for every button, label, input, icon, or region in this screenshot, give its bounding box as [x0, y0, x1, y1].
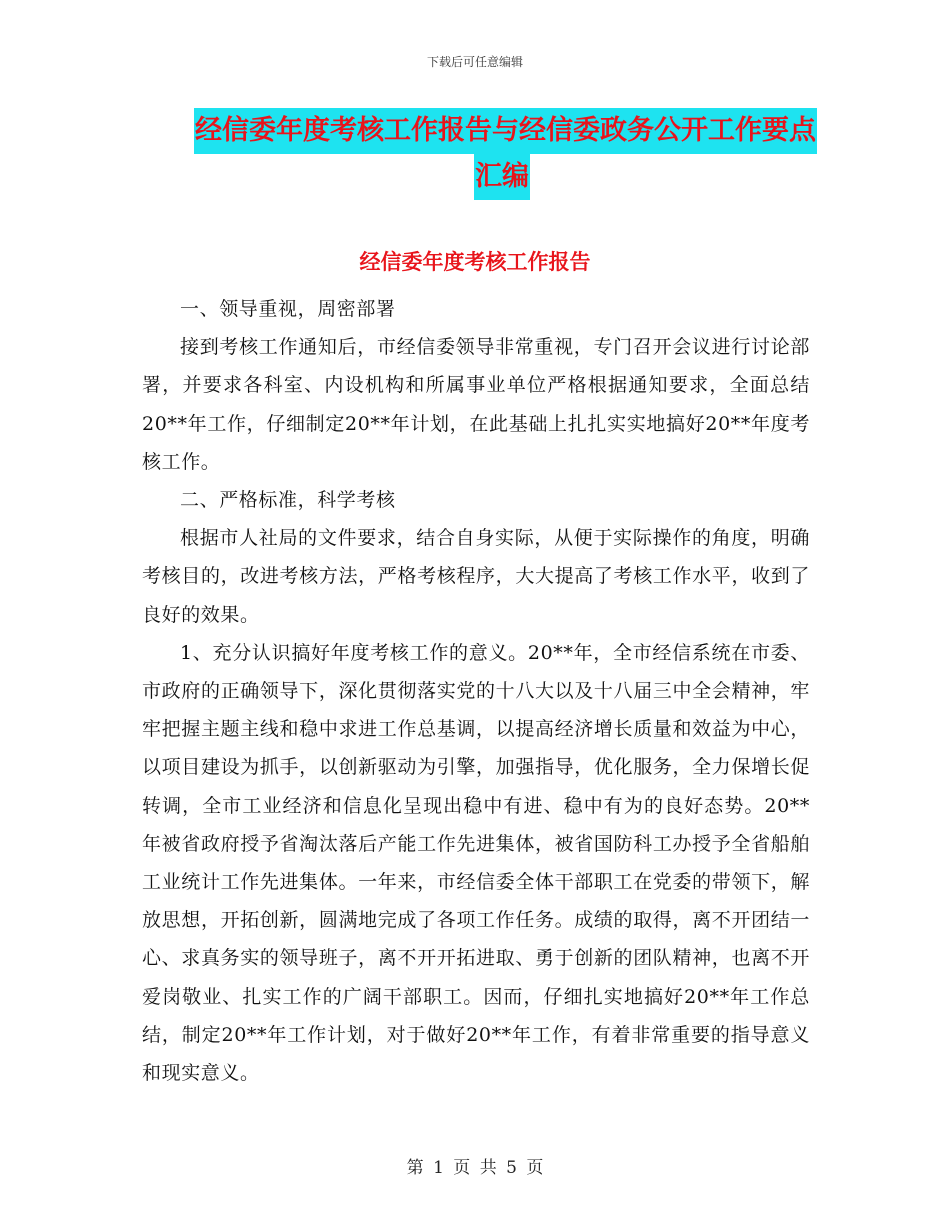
paragraph: 接到考核工作通知后，市经信委领导非常重视，专门召开会议进行讨论部署，并要求各科室、内设机构和所属事业单位严格根据通知要求，全面总结20**年工作，仔细制定20**年计划，在此基础上扎扎实实地搞好20**年度考核工作。 — [142, 336, 810, 473]
document-body — [142, 290, 810, 1092]
page-indicator: 第 1 页 共 5 页 — [406, 1158, 544, 1178]
heading-leadership: 一、领导重视，周密部署 — [180, 298, 396, 320]
heading-standards: 二、严格标准，科学考核 — [180, 489, 396, 512]
document-title-line-1: 经信委年度考核工作报告与经信委政务公开工作要点 — [194, 108, 817, 154]
header-note: 下载后可任意编辑 — [426, 55, 523, 69]
section-title: 经信委年度考核工作报告 — [359, 250, 591, 274]
document-title — [140, 108, 840, 200]
paragraph: 1、充分认识搞好年度考核工作的意义。20**年，全市经信系统在市委、市政府的正确领导下，深化贯彻落实党的十八大以及十八届三中全会精神，牢牢把握主题主线和稳中求进工作总基调，以提高经济增长质量和效益为中心，以项目建设为抓手，以创新驱动为引擎，加强指导，优化服务，全力保增长促转调，全市工业经济和信息化呈现出稳中有进、稳中有为的良好态势。20**年被省政府授予省淘汰落后产能工作先进集体，被省国防科工办授予全省船舶工业统计工作先进集体。一年来，市经信委全体干部职工在党委的带领下，解放思想，开拓创新，圆满地完成了各项工作任务。成绩的取得，离不开团结一心、求真务实的领导班子，离不开开拓进取、勇于创新的团队精神，也离不开爱岗敬业、扎实工作的广阔干部职工。因而，仔细扎实地搞好20**年工作总结，制定20**年工作计划，对于做好20**年工作，有着非常重要的指导意义和现实意义。 — [142, 641, 810, 1085]
document-title-line-2: 汇编 — [474, 154, 530, 200]
paragraph: 根据市人社局的文件要求，结合自身实际，从便于实际操作的角度，明确考核目的，改进考核方法，严格考核程序，大大提高了考核工作水平，收到了良好的效果。 — [142, 527, 810, 626]
